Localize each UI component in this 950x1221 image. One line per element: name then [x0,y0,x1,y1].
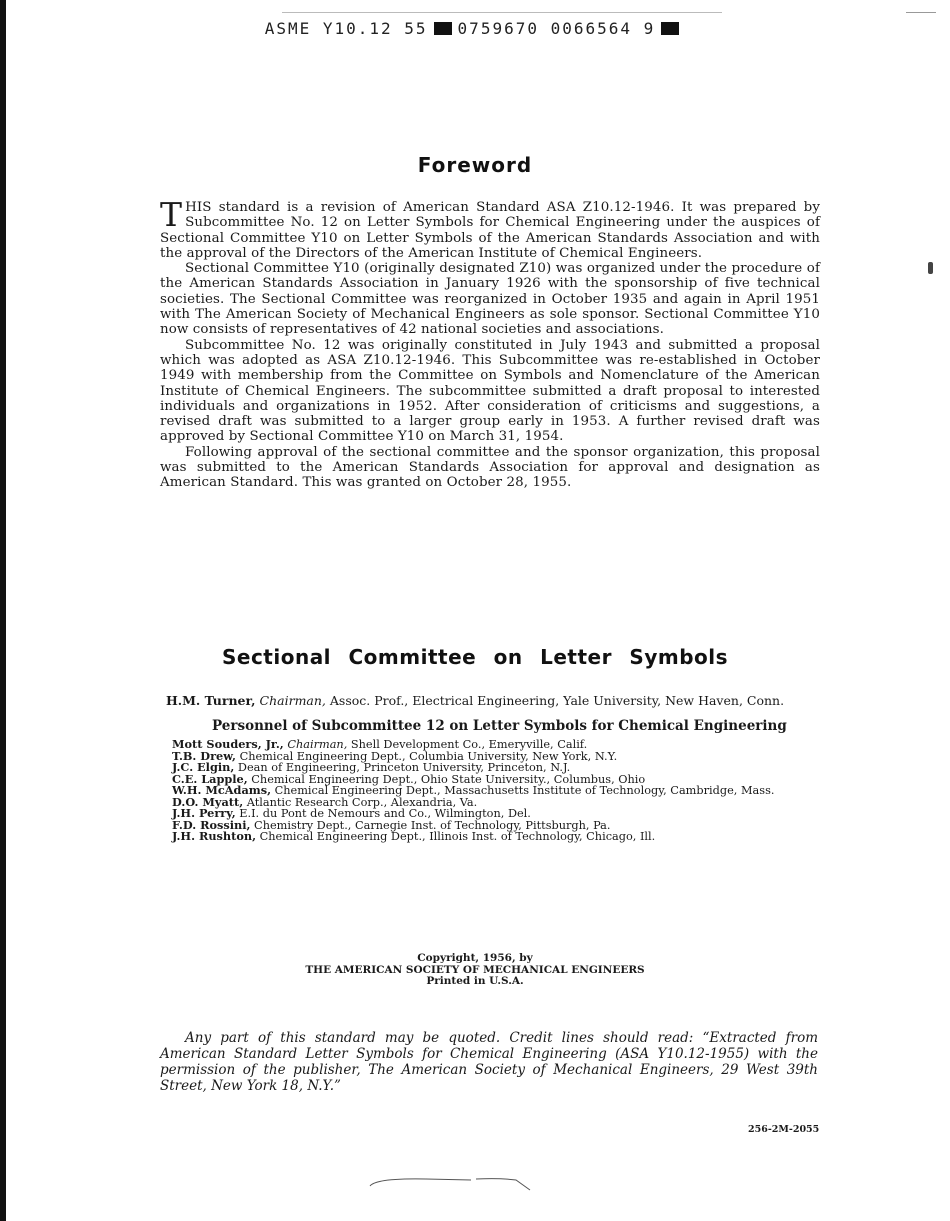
member-role: Chairman, [287,738,348,751]
quotation-notice: Any part of this standard may be quoted. Credit lines should read: “Extracted from American Standard Letter Symbols for Chemical Engineering (ASA Y10.12-1955) with the permission of the publisher, The American Society of Mechanical Engineers, 29 West 39th Street, New York 18, N.Y.” [160,1030,818,1094]
member-affiliation: Chemical Engineering Dept., Columbia University, New York, N.Y. [239,749,618,763]
foreword-title: Foreword [417,153,533,177]
copyright-line-2: THE AMERICAN SOCIETY OF MECHANICAL ENGINEERS [305,963,645,976]
chairman-affiliation: Assoc. Prof., Electrical Engineering, Yale University, New Haven, Conn. [329,693,785,708]
member-affiliation: Chemical Engineering Dept., Illinois Inst. of Technology, Chicago, Ill. [259,830,656,843]
foreword-paragraph-2: Sectional Committee Y10 (originally designated Z10) was organized under the procedure of the American Standards Association in January 1926 with the sponsorship of five technical societies. The Sectional Committee was reorganized in October 1935 and again in April 1951 with The American Society of Mechanical Engineers as sole sponsor. Sectional Committee Y10 now consists of representatives of 42 national societies and associations. [160,261,820,338]
chairman-role: Chairman, [259,693,326,708]
header-code-a: ASME Y10.12 55 [264,19,428,38]
member-affiliation: E.I. du Pont de Nemours and Co., Wilmington, Del. [239,807,531,820]
member-name: T.B. Drew, [172,748,236,763]
foreword-body [160,195,820,491]
scan-artifact-mark [928,262,933,274]
corner-mark [906,12,936,13]
scan-edge [0,0,6,1221]
document-code: 256-2M-2055 [748,1124,820,1135]
copyright-line-1: Copyright, 1956, by [417,952,533,964]
header-code-b: 0759670 0066564 9 [457,19,656,38]
member-affiliation: Chemical Engineering Dept., Ohio State University., Columbus, Ohio [251,772,646,786]
foreword-paragraph-1 [160,195,820,261]
member-name: J.C. Elgin, [172,760,235,774]
black-block-mark [661,22,679,35]
member-affiliation: Dean of Engineering, Princeton University, Princeton, N.J. [237,761,571,774]
member-affiliation: Atlantic Research Corp., Alexandria, Va. [246,795,478,809]
member-name: C.E. Lapple, [172,771,248,786]
member-affiliation: Chemistry Dept., Carnegie Inst. of Technology, Pittsburgh, Pa. [254,818,611,832]
committee-chairman-line [0,693,950,708]
foreword-paragraph-1-text: HIS standard is a revision of American Standard ASA Z10.12-1946. It was prepared by Subcommittee No. 12 on Letter Symbols for Chemical Engineering under the auspices of Sectional Committee Y10 on Letter Symbols of the American Standards Association and with the approval of the Directors of the American Institute of Chemical Engineers. [160,200,820,261]
subcommittee-heading: Personnel of Subcommittee 12 on Letter Symbols for Chemical Engineering [212,718,787,734]
member-name: D.O. Myatt, [172,794,244,809]
bottom-pen-mark [366,1174,536,1194]
member-name: W.H. McAdams, [172,783,272,797]
member-name: F.D. Rossini, [172,817,251,832]
member-name: Mott Souders, Jr., [172,737,284,751]
member-name: J.H. Perry, [172,806,236,820]
document-header-code [0,19,950,38]
member-list [172,739,774,843]
black-block-mark [434,22,452,35]
member-row [172,831,774,843]
member-affiliation: Shell Development Co., Emeryville, Calif. [350,738,588,751]
drop-cap: T [160,195,183,234]
committee-title: Sectional Committee on Letter Symbols [221,645,729,669]
foreword-paragraph-4: Following approval of the sectional committee and the sponsor organization, this proposal was submitted to the American Standards Association for approval and designation as American Standard. This was granted on October 28, 1955. [160,444,820,491]
chairman-name: H.M. Turner, [165,693,256,708]
member-affiliation: Chemical Engineering Dept., Massachusetts Institute of Technology, Cambridge, Mass. [274,784,775,797]
copyright-block [0,953,950,988]
member-name: J.H. Rushton, [172,829,257,843]
top-rule [282,12,722,13]
foreword-paragraph-3: Subcommittee No. 12 was originally constituted in July 1943 and submitted a proposal which was adopted as ASA Z10.12-1946. This Subcommittee was re-established in October 1949 with membership from the Committee on Symbols and Nomenclature of the American Institute of Chemical Engineers. The subcommittee submitted a draft proposal to interested individuals and organizations in 1952. After consideration of criticisms and suggestions, a revised draft was submitted to a larger group early in 1953. A further revised draft was approved by Sectional Committee Y10 on March 31, 1954. [160,337,820,445]
copyright-line-3: Printed in U.S.A. [426,975,524,987]
